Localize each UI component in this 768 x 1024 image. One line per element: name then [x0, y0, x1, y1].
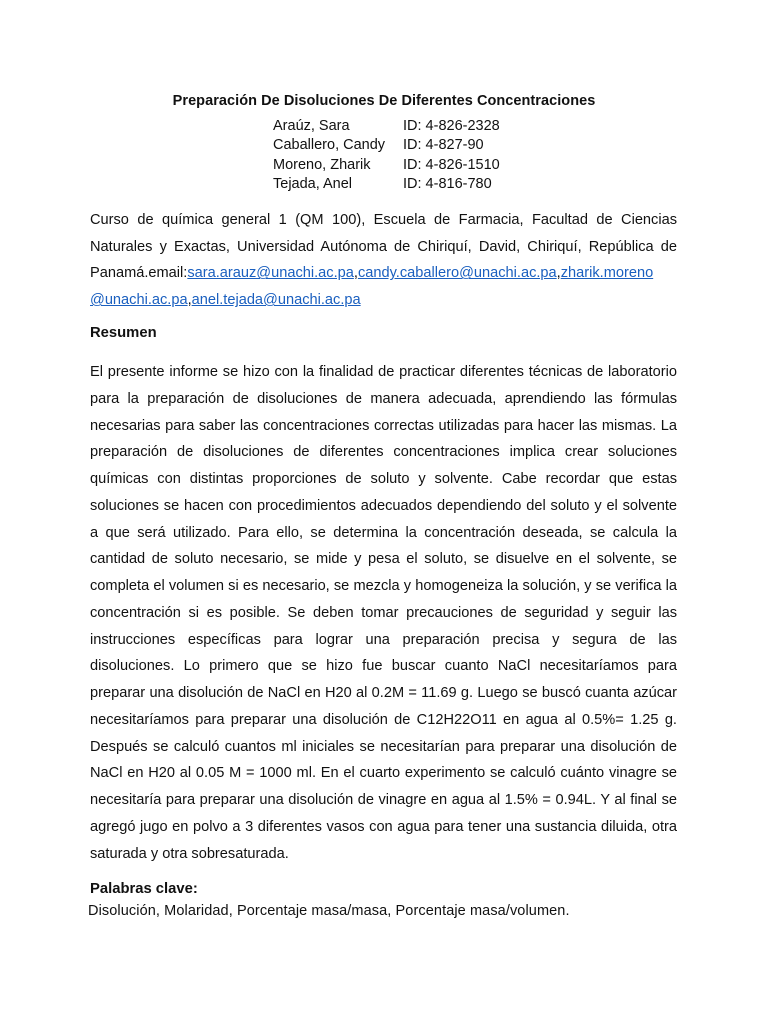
author-row: [273, 175, 500, 194]
email-separator: ,: [353, 265, 358, 282]
author-list: [273, 117, 500, 194]
author-row: [273, 117, 500, 136]
author-name: Araúz, Sara: [273, 118, 350, 134]
keywords-heading: Palabras clave:: [90, 881, 198, 897]
email-separator: ,: [556, 265, 561, 282]
email-separator: ,: [187, 292, 192, 309]
author-name: Moreno, Zharik: [273, 156, 371, 173]
author-row: [273, 136, 500, 155]
affiliation-paragraph: [90, 207, 677, 314]
email-link[interactable]: sara.arauz@unachi.ac.pa: [187, 265, 354, 282]
email-link[interactable]: zharik.moreno @unachi.ac.pa: [90, 265, 654, 309]
author-row: [273, 156, 500, 175]
author-id: ID: 4-826-2328: [403, 118, 500, 134]
paper-title: Preparación De Disoluciones De Diferentes Concentraciones: [172, 93, 596, 109]
author-name: Tejada, Anel: [273, 175, 353, 192]
abstract-body: [90, 359, 677, 867]
affiliation-text: Curso de química general 1 (QM 100), Escuela de Farmacia, Facultad de Ciencias Naturales y Exactas, Universidad Autónoma de Chiriquí, David, Chiriquí, República de Panamá.email:: [90, 212, 677, 282]
email-link[interactable]: candy.caballero@unachi.ac.pa: [357, 265, 557, 282]
author-id: ID: 4-826-1510: [403, 156, 500, 173]
author-id: ID: 4-827-90: [403, 137, 484, 154]
author-name: Caballero, Candy: [273, 137, 386, 154]
email-link[interactable]: anel.tejada@unachi.ac.pa: [191, 292, 361, 309]
author-id: ID: 4-816-780: [403, 175, 492, 192]
abstract-text: El presente informe se hizo con la finalidad de practicar diferentes técnicas de laboratorio para la preparación de disoluciones de manera adecuada, aprendiendo las fórmulas necesarias para saber las concentraciones correctas utilizadas para hacer las mismas. La preparación de disoluciones de diferentes concentraciones implica crear soluciones químicas con distintas proporciones de soluto y solvente. Cabe recordar que estas soluciones se hacen con procedimientos adecuados dependiendo del soluto y el solvente a que será utilizado. Para ello, se determina la concentración deseada, se calcula la cantidad de soluto necesario, se mide y pesa el soluto, se disuelve en el solvente, se completa el volumen si es necesario, se mezcla y homogeneiza la solución, y se verifica la concentración si es posible. Se deben tomar precauciones de seguridad y seguir las instrucciones específicas para lograr una preparación precisa y segura de las disoluciones. Lo primero que se hizo fue buscar cuanto NaCl necesitaríamos para preparar una disolución de NaCl en H20 al 0.2M = 11.69 g. Luego se buscó cuanta azúcar necesitaríamos para preparar una disolución de C12H22O11 en agua al 0.5%= 1.25 g. Después se calculó cuantos ml iniciales se necesitarían para preparar una disolución de NaCl en H20 al 0.05 M = 1000 ml. En el cuarto experimento se calculó cuánto vinagre se necesitaría para preparar una disolución de vinagre en agua al 1.5% = 0.94L. Y al final se agregó jugo en polvo a 3 diferentes vasos con agua para tener una sustancia diluida, otra saturada y otra sobresaturada.: [90, 364, 677, 862]
abstract-heading: Resumen: [90, 325, 157, 341]
keywords-list: Disolución, Molaridad, Porcentaje masa/masa, Porcentaje masa/volumen.: [88, 903, 570, 919]
